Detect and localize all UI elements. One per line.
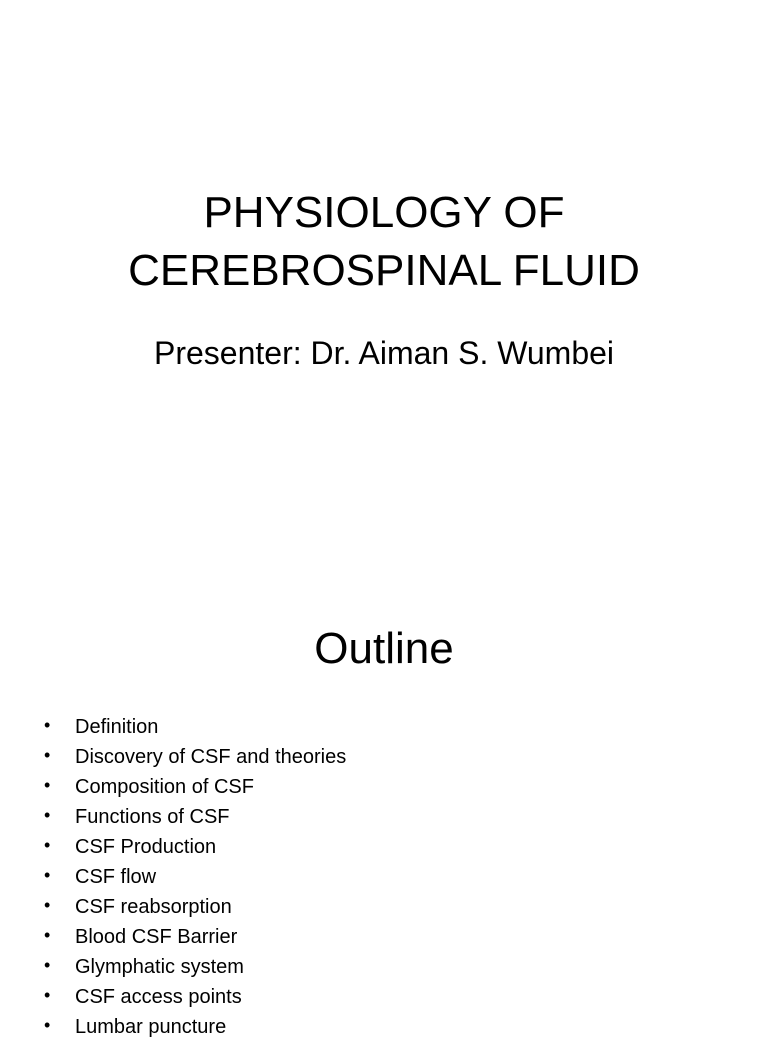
bullet-icon: • xyxy=(44,715,51,735)
outline-item xyxy=(0,862,768,892)
outline-slide xyxy=(0,576,768,1038)
outline-item xyxy=(0,952,768,982)
outline-item-text: Glymphatic system xyxy=(75,956,244,978)
outline-item-text: CSF flow xyxy=(75,866,157,888)
outline-item xyxy=(0,1012,768,1042)
outline-item-text: Lumbar puncture xyxy=(75,1016,227,1038)
outline-item xyxy=(0,772,768,802)
outline-item xyxy=(0,832,768,862)
outline-list xyxy=(0,712,768,1042)
outline-item xyxy=(0,922,768,952)
outline-title: Outline xyxy=(314,624,454,673)
bullet-icon: • xyxy=(44,1015,51,1035)
outline-item-text: CSF reabsorption xyxy=(75,896,232,918)
outline-item-text: CSF Production xyxy=(75,836,217,858)
bullet-icon: • xyxy=(44,805,51,825)
outline-item-text: Blood CSF Barrier xyxy=(75,926,238,948)
outline-item-text: Functions of CSF xyxy=(75,806,230,828)
bullet-icon: • xyxy=(44,775,51,795)
outline-item-text: CSF access points xyxy=(75,986,242,1008)
outline-item xyxy=(0,712,768,742)
outline-item xyxy=(0,982,768,1012)
bullet-icon: • xyxy=(44,925,51,945)
bullet-icon: • xyxy=(44,985,51,1005)
outline-item xyxy=(0,802,768,832)
slide-title-line-1: PHYSIOLOGY OF xyxy=(203,188,565,237)
bullet-icon: • xyxy=(44,865,51,885)
outline-item-text: Definition xyxy=(75,716,159,738)
slide-title-line-2: CEREBROSPINAL FLUID xyxy=(128,246,640,295)
outline-item-text: Discovery of CSF and theories xyxy=(75,746,347,768)
presenter-subtitle: Presenter: Dr. Aiman S. Wumbei xyxy=(153,335,615,371)
bullet-icon: • xyxy=(44,835,51,855)
outline-item xyxy=(0,742,768,772)
bullet-icon: • xyxy=(44,745,51,765)
outline-item xyxy=(0,892,768,922)
outline-item-text: Composition of CSF xyxy=(75,776,254,798)
bullet-icon: • xyxy=(44,895,51,915)
bullet-icon: • xyxy=(44,955,51,975)
